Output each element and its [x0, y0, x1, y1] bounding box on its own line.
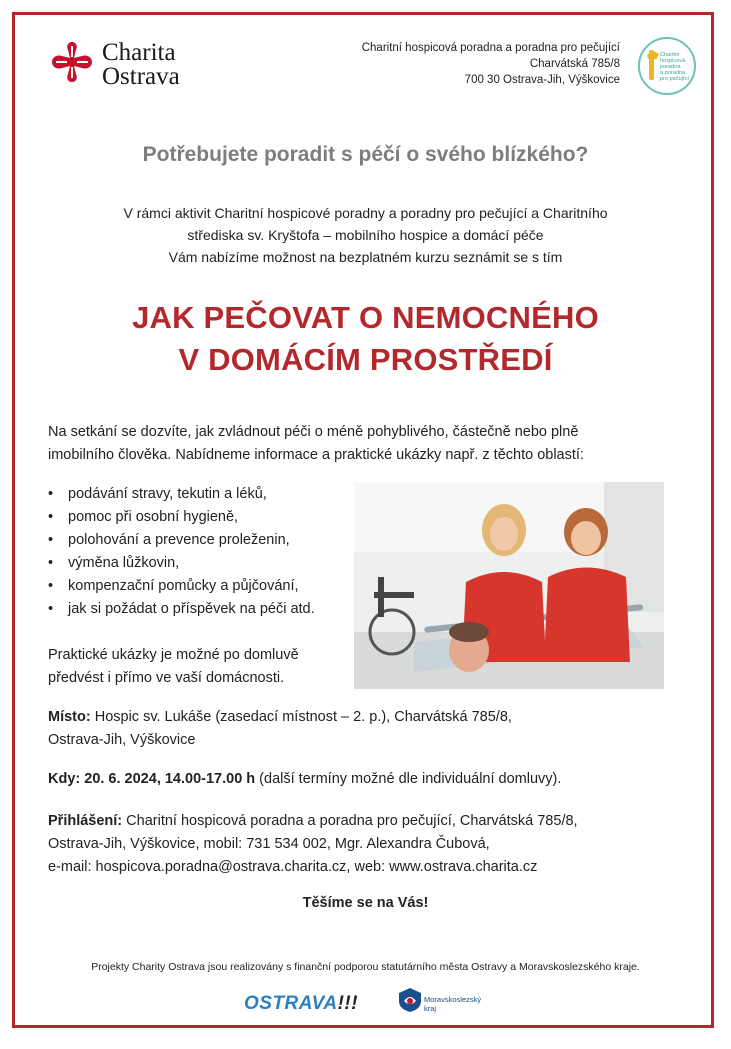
list-item: • výměna lůžkovin, [48, 552, 315, 575]
funding-note: Projekty Charity Ostrava jsou realizovány s finanční podporou statutárního města Ostravy a Moravskoslezského kraje. [91, 961, 640, 973]
intro-line: V rámci aktivit Charitní hospicové poradny a poradny pro pečující a Charitního [123, 205, 608, 221]
list-item: • jak si požádat o příspěvek na péči atd. [48, 598, 315, 621]
list-item: • pomoc při osobní hygieně, [48, 506, 315, 529]
topic-list [48, 483, 315, 621]
place-block [48, 706, 512, 752]
registration-value: Ostrava-Jih, Výškovice, mobil: 731 534 002, Mgr. Alexandra Čubová, [48, 836, 490, 852]
intro-paragraph [0, 202, 731, 268]
address-line: Charitní hospicová poradna a poradna pro pečující [361, 42, 620, 54]
place-value: Hospic sv. Lukáše (zasedací místnost – 2. p.), Charvátská 785/8, [90, 709, 512, 725]
msk-text-line: kraj [424, 1004, 437, 1013]
org-name-line1: Charita [102, 39, 176, 66]
lead-line: Na setkání se dozvíte, jak zvládnout péči o méně pohyblivého, částečně nebo plně [48, 424, 579, 440]
list-item: • polohování a prevence proleženin, [48, 529, 315, 552]
msk-logo-text [424, 995, 481, 1013]
lead-paragraph [48, 421, 584, 467]
org-name-line2: Ostrava [102, 63, 180, 90]
registration-block [48, 810, 578, 879]
badge-text: pro pečující [660, 76, 689, 82]
date-note: (další termíny možné dle individuální domluvy). [255, 771, 562, 787]
title-line: V DOMÁCÍM PROSTŘEDÍ [178, 342, 553, 377]
headline-question: Potřebujete poradit s péčí o svého blízkého? [142, 143, 589, 166]
date-block [48, 768, 561, 791]
ostrava-logo-marks: !!! [337, 993, 359, 1014]
msk-region-icon [398, 987, 422, 1013]
demo-note [48, 644, 299, 690]
closing-text: Těšíme se na Vás! [302, 895, 429, 911]
list-item: • podávání stravy, tekutin a léků, [48, 483, 315, 506]
registration-contact[interactable]: e-mail: hospicova.poradna@ostrava.charita.cz, web: www.ostrava.charita.cz [48, 859, 538, 875]
lead-line: imobilního člověka. Nabídneme informace a praktické ukázky např. z těchto oblastí: [48, 447, 584, 463]
demo-line: předvést i přímo ve vaší domácnosti. [48, 670, 285, 686]
date-label: Kdy: 20. 6. 2024, 14.00-17.00 h [48, 771, 256, 787]
header-address [362, 40, 620, 88]
caregivers-photo [354, 482, 664, 689]
charita-cross-icon [50, 40, 94, 84]
intro-line: Vám nabízíme možnost na bezplatném kurzu seznámit se s tím [168, 249, 563, 265]
intro-line: střediska sv. Kryštofa – mobilního hospice a domácí péče [187, 227, 544, 243]
badge-text: Charitní [660, 52, 680, 58]
registration-label: Přihlášení: [48, 813, 123, 829]
place-label: Místo: [48, 709, 91, 725]
title-line: JAK PEČOVAT O NEMOCNÉHO [132, 300, 599, 335]
demo-line: Praktické ukázky je možné po domluvě [48, 647, 299, 663]
address-line: Charvátská 785/8 [529, 58, 620, 70]
ostrava-logo-text: OSTRAVA [244, 993, 338, 1014]
msk-text-line: Moravskoslezský [424, 995, 482, 1004]
ostrava-logo [244, 993, 358, 1015]
registration-value: Charitní hospicová poradna a poradna pro pečující, Charvátská 785/8, [122, 813, 578, 829]
course-title [0, 297, 731, 381]
address-line: 700 30 Ostrava-Jih, Výškovice [464, 74, 620, 86]
badge-text: poradna [660, 64, 681, 70]
list-item: • kompenzační pomůcky a půjčování, [48, 575, 315, 598]
badge-text: hospicová [660, 58, 686, 64]
place-value: Ostrava-Jih, Výškovice [48, 732, 196, 748]
badge-text: a poradna [660, 70, 686, 76]
hospice-advice-badge-icon [637, 36, 697, 96]
